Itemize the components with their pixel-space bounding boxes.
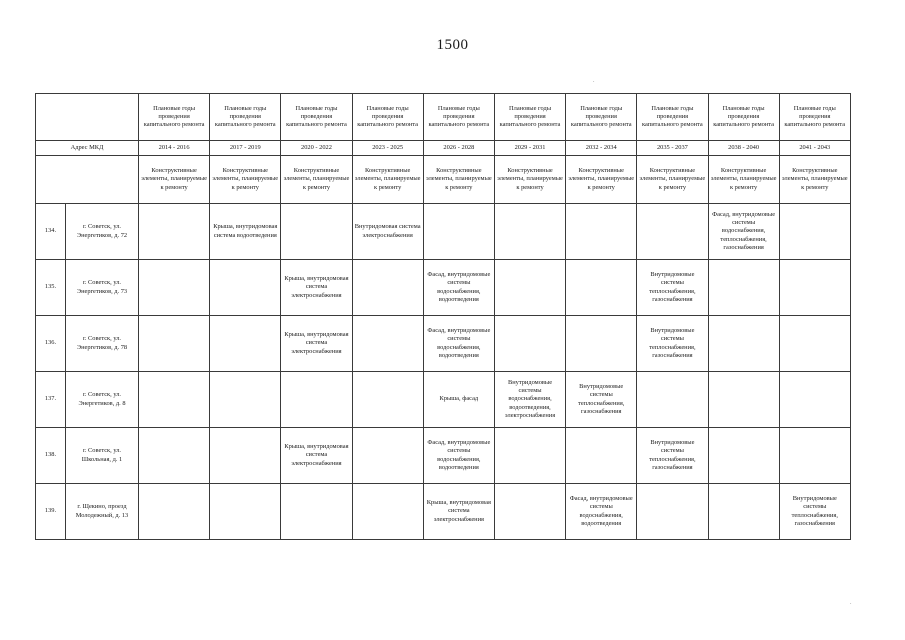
period-header: Плановые годы проведения капитального ремонта [281, 94, 352, 141]
repair-elements-cell [708, 428, 779, 484]
period-range: 2041 - 2043 [779, 141, 850, 156]
repair-elements-cell [566, 204, 637, 260]
elements-header: Конструктивные элементы, планируемые к ремонту [139, 156, 210, 204]
repair-elements-cell [139, 260, 210, 316]
repair-elements-cell: Фасад, внутридомовые системы водоснабжения, теплоснабжения, газоснабжения [708, 204, 779, 260]
repair-elements-cell [494, 260, 565, 316]
page-number: 1500 [436, 37, 469, 53]
elements-header: Конструктивные элементы, планируемые к ремонту [779, 156, 850, 204]
repair-elements-cell: Внутридомовые системы теплоснабжения, газоснабжения [637, 316, 708, 372]
repair-elements-cell: Крыша, внутридомовая система электроснабжения [423, 484, 494, 540]
repair-elements-cell [708, 316, 779, 372]
table-row [36, 316, 851, 372]
table-row [36, 484, 851, 540]
repair-elements-cell [708, 484, 779, 540]
repair-elements-cell: Внутридомовые системы теплоснабжения, газоснабжения [637, 260, 708, 316]
building-address: г. Советск, ул. Энергетиков, д. 73 [66, 260, 139, 316]
period-header: Плановые годы проведения капитального ремонта [210, 94, 281, 141]
row-number: 136. [36, 316, 66, 372]
period-header: Плановые годы проведения капитального ремонта [708, 94, 779, 141]
repair-elements-cell: Крыша, фасад [423, 372, 494, 428]
scan-mark: . [593, 78, 595, 84]
period-header: Плановые годы проведения капитального ремонта [494, 94, 565, 141]
period-range: 2029 - 2031 [494, 141, 565, 156]
table-row [36, 428, 851, 484]
row-number: 134. [36, 204, 66, 260]
period-header: Плановые годы проведения капитального ремонта [566, 94, 637, 141]
period-header: Плановые годы проведения капитального ремонта [779, 94, 850, 141]
elements-header: Конструктивные элементы, планируемые к ремонту [423, 156, 494, 204]
repair-elements-cell [139, 372, 210, 428]
repair-elements-cell [708, 260, 779, 316]
repair-elements-cell [210, 260, 281, 316]
repair-elements-cell [423, 204, 494, 260]
repair-elements-cell [210, 428, 281, 484]
elements-header: Конструктивные элементы, планируемые к ремонту [494, 156, 565, 204]
repair-elements-cell [352, 260, 423, 316]
elements-header: Конструктивные элементы, планируемые к ремонту [637, 156, 708, 204]
building-address: г. Советск, ул. Энергетиков, д. 78 [66, 316, 139, 372]
elements-header: Конструктивные элементы, планируемые к ремонту [281, 156, 352, 204]
row-number: 135. [36, 260, 66, 316]
repair-elements-cell [281, 372, 352, 428]
repair-elements-cell [281, 204, 352, 260]
building-address: г. Советск, ул. Энергетиков, д. 8 [66, 372, 139, 428]
repair-elements-cell [779, 428, 850, 484]
table-row [36, 372, 851, 428]
repair-elements-cell [139, 428, 210, 484]
repair-elements-cell: Крыша, внутридомовая система электроснабжения [281, 316, 352, 372]
repair-elements-cell [566, 316, 637, 372]
row-number: 137. [36, 372, 66, 428]
repair-elements-cell: Внутридомовые системы теплоснабжения, газоснабжения [637, 428, 708, 484]
header-row-periods [36, 94, 851, 141]
period-range: 2035 - 2037 [637, 141, 708, 156]
building-address: г. Советск, ул. Школьная, д. 1 [66, 428, 139, 484]
repair-elements-cell [281, 484, 352, 540]
repair-elements-cell [779, 204, 850, 260]
period-range: 2017 - 2019 [210, 141, 281, 156]
repair-elements-cell: Внутридомовые системы теплоснабжения, газоснабжения [566, 372, 637, 428]
repair-elements-cell [494, 484, 565, 540]
building-address: г. Советск, ул. Энергетиков, д. 72 [66, 204, 139, 260]
repair-elements-cell [139, 204, 210, 260]
period-range: 2038 - 2040 [708, 141, 779, 156]
header-row-years [36, 141, 851, 156]
repair-elements-cell: Крыша, внутридомовая система электроснабжения [281, 428, 352, 484]
repair-elements-cell [637, 372, 708, 428]
repair-elements-cell [494, 316, 565, 372]
capital-repair-table [35, 93, 851, 540]
repair-elements-cell [779, 316, 850, 372]
repair-elements-cell: Фасад, внутридомовые системы водоснабжения, водоотведения [423, 316, 494, 372]
repair-elements-cell [779, 260, 850, 316]
repair-elements-cell [566, 428, 637, 484]
repair-elements-cell [210, 372, 281, 428]
repair-elements-cell [352, 484, 423, 540]
period-range: 2020 - 2022 [281, 141, 352, 156]
period-range: 2014 - 2016 [139, 141, 210, 156]
period-header: Плановые годы проведения капитального ремонта [423, 94, 494, 141]
elements-header: Конструктивные элементы, планируемые к ремонту [352, 156, 423, 204]
period-header: Плановые годы проведения капитального ремонта [139, 94, 210, 141]
repair-elements-cell [210, 484, 281, 540]
repair-elements-cell [352, 372, 423, 428]
header-blank [36, 156, 139, 204]
period-range: 2023 - 2025 [352, 141, 423, 156]
row-number: 138. [36, 428, 66, 484]
header-row-elements [36, 156, 851, 204]
repair-elements-cell [139, 316, 210, 372]
repair-elements-cell: Внутридомовые системы водоснабжения, водоотведения, электроснабжения [494, 372, 565, 428]
elements-header: Конструктивные элементы, планируемые к ремонту [708, 156, 779, 204]
period-header: Плановые годы проведения капитального ремонта [637, 94, 708, 141]
repair-elements-cell [566, 260, 637, 316]
row-number: 139. [36, 484, 66, 540]
table-row [36, 260, 851, 316]
period-range: 2032 - 2034 [566, 141, 637, 156]
repair-elements-cell: Внутридомовые системы теплоснабжения, газоснабжения [779, 484, 850, 540]
address-header: Адрес МКД [36, 141, 139, 156]
building-address: г. Щекино, проезд Молодежный, д. 13 [66, 484, 139, 540]
repair-elements-cell: Фасад, внутридомовые системы водоснабжения, водоотведения [423, 428, 494, 484]
repair-elements-cell [494, 204, 565, 260]
repair-elements-cell: Фасад, внутридомовые системы водоснабжения, водоотведения [566, 484, 637, 540]
elements-header: Конструктивные элементы, планируемые к ремонту [566, 156, 637, 204]
repair-elements-cell: Фасад, внутридомовые системы водоснабжения, водоотведения [423, 260, 494, 316]
repair-elements-cell [139, 484, 210, 540]
repair-elements-cell [352, 316, 423, 372]
repair-elements-cell [494, 428, 565, 484]
table-row [36, 204, 851, 260]
elements-header: Конструктивные элементы, планируемые к ремонту [210, 156, 281, 204]
header-corner [36, 94, 139, 141]
repair-elements-cell [708, 372, 779, 428]
repair-elements-cell: Крыша, внутридомовая система электроснабжения [281, 260, 352, 316]
repair-elements-cell [637, 484, 708, 540]
repair-elements-cell [637, 204, 708, 260]
scan-mark: . [850, 600, 852, 606]
repair-elements-cell: Внутридомовая система электроснабжения [352, 204, 423, 260]
period-range: 2026 - 2028 [423, 141, 494, 156]
repair-elements-cell [210, 316, 281, 372]
repair-elements-cell [352, 428, 423, 484]
repair-elements-cell: Крыша, внутридомовая система водоотведения [210, 204, 281, 260]
period-header: Плановые годы проведения капитального ремонта [352, 94, 423, 141]
repair-elements-cell [779, 372, 850, 428]
